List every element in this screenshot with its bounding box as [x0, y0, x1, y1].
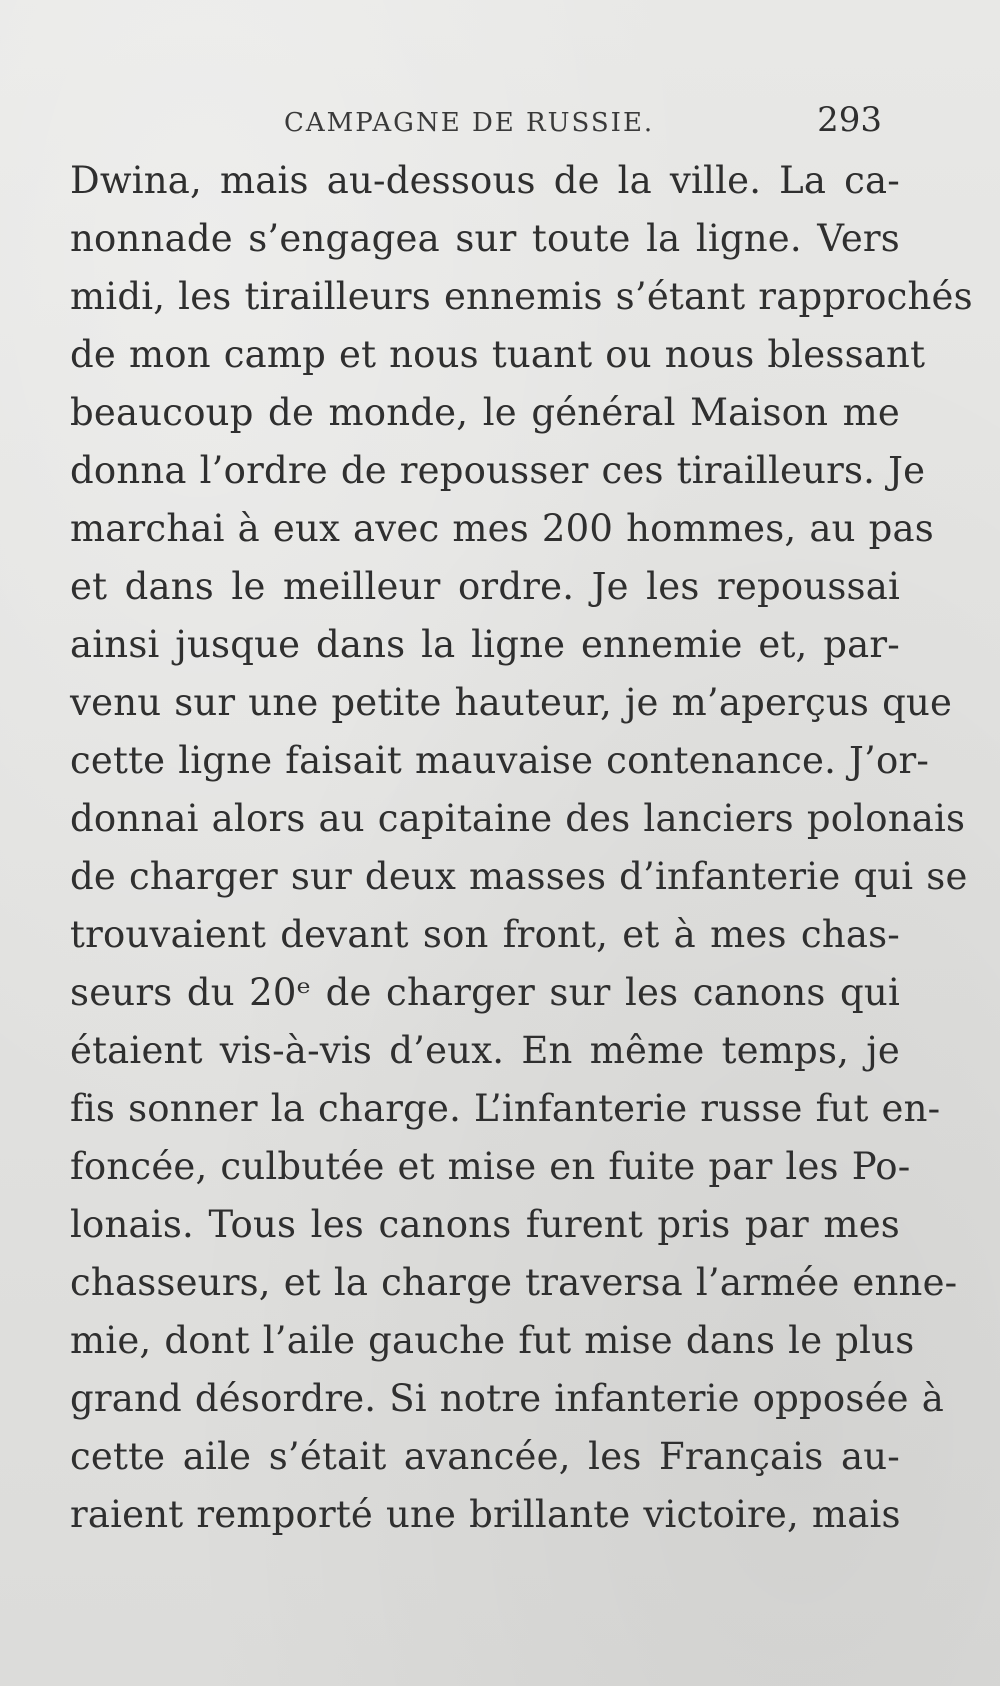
text-line: marchai à eux avec mes 200 hommes, au pas [70, 507, 934, 550]
text-line: Dwina, mais au-dessous de la ville. La ca- [70, 159, 900, 202]
running-title: CAMPAGNE DE RUSSIE. [284, 108, 655, 138]
body-text [70, 152, 973, 1544]
text-line: de mon camp et nous tuant ou nous blessant [70, 333, 926, 376]
text-line: nonnade s’engagea sur toute la ligne. Vers [70, 217, 900, 260]
running-head [70, 100, 900, 148]
text-line: raient remporté une brillante victoire, mais [70, 1493, 901, 1536]
text-line: midi, les tirailleurs ennemis s’étant rapprochés [70, 275, 973, 318]
text-line: beaucoup de monde, le général Maison me [70, 391, 900, 434]
text-line: cette ligne faisait mauvaise contenance. J’or- [70, 739, 930, 782]
text-line: et dans le meilleur ordre. Je les repoussai [70, 565, 900, 608]
text-line: chasseurs, et la charge traversa l’armée enne- [70, 1261, 958, 1304]
text-line: ainsi jusque dans la ligne ennemie et, par- [70, 623, 900, 666]
text-line: grand désordre. Si notre infanterie opposée à [70, 1377, 945, 1420]
text-line: seurs du 20ᵉ de charger sur les canons qui [70, 971, 900, 1014]
text-line: cette aile s’était avancée, les Français au- [70, 1435, 900, 1478]
text-line: donnai alors au capitaine des lanciers polonais [70, 797, 966, 840]
page-number: 293 [817, 100, 882, 140]
text-line: trouvaient devant son front, et à mes chas- [70, 913, 900, 956]
text-line: étaient vis-à-vis d’eux. En même temps, je [70, 1029, 900, 1072]
text-line: lonais. Tous les canons furent pris par mes [70, 1203, 900, 1246]
text-line: de charger sur deux masses d’infanterie qui se [70, 855, 968, 898]
text-line: fis sonner la charge. L’infanterie russe fut en- [70, 1087, 941, 1130]
text-line: venu sur une petite hauteur, je m’aperçus que [70, 681, 953, 724]
text-line: mie, dont l’aile gauche fut mise dans le plus [70, 1319, 915, 1362]
text-line: donna l’ordre de repousser ces tirailleurs. Je [70, 449, 926, 492]
text-line: foncée, culbutée et mise en fuite par les Po- [70, 1145, 911, 1188]
